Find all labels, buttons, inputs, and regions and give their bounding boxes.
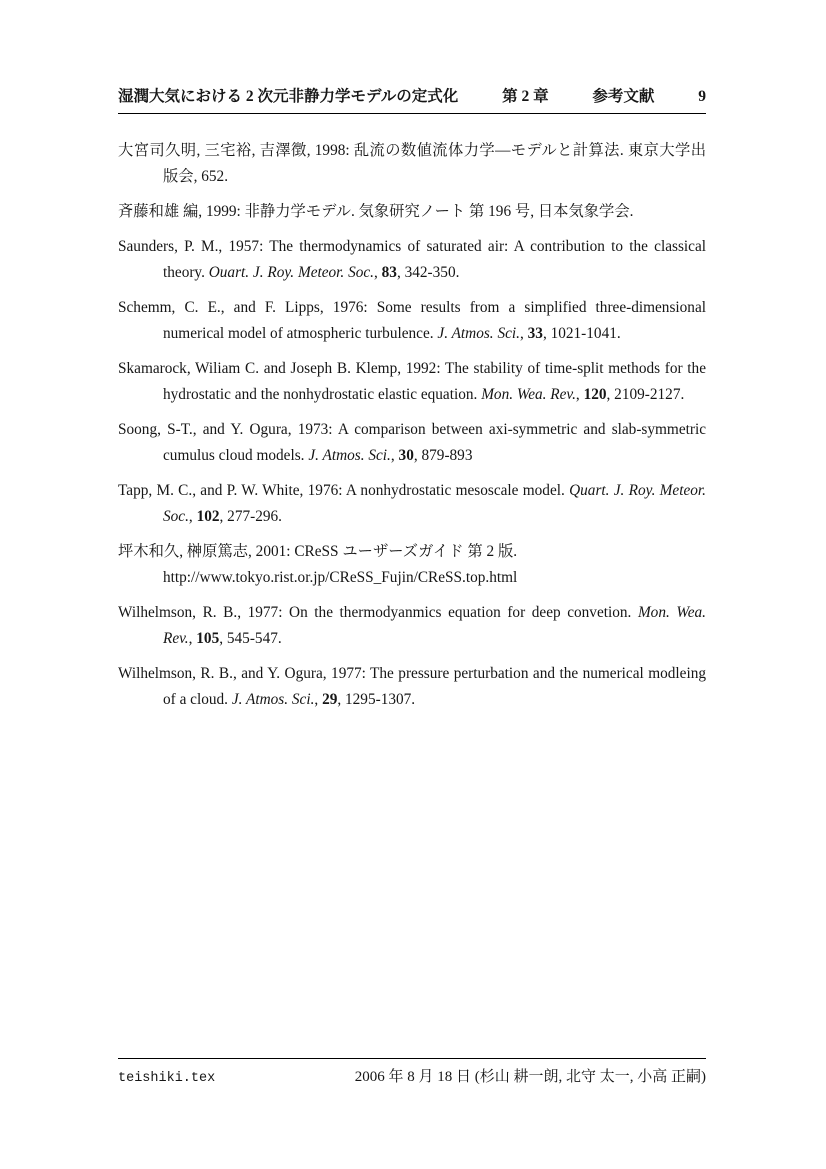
reference-entry [118,356,706,408]
url-text: http://www.tokyo.rist.or.jp/CReSS_Fujin/CReSS.top.html [163,569,518,586]
reference-segment: , 1021-1041. [542,325,621,342]
reference-entry [118,295,706,347]
reference-segment: Mon. Wea. Rev. [163,604,706,647]
reference-segment: Saunders, P. M., 1957: The thermodynamics of saturated air: A contribution to the classical theory. [118,238,706,281]
reference-segment: 坪木和久, 榊原篤志, 2001: CReSS ユーザーズガイド 第 2 版. [118,543,518,560]
source-filename: teishiki.tex [118,1071,216,1086]
reference-entry [118,661,706,713]
reference-segment: 33 [527,325,543,342]
reference-segment: , 342-350. [396,264,460,281]
reference-segment: , 2109-2127. [606,386,685,403]
reference-entry [118,199,706,225]
reference-segment: 29 [322,691,338,708]
page-number: 9 [698,88,706,105]
reference-segment: , [519,325,528,342]
reference-segment: 102 [196,508,220,525]
reference-segment: , 879-893 [413,447,473,464]
reference-segment: Ouart. J. Roy. Meteor. Soc. [208,264,374,281]
reference-segment: J. Atmos. Sci. [437,325,520,342]
reference-segment: Quart. J. Roy. Meteor. Soc. [163,482,706,525]
running-header [118,84,706,114]
reference-segment: Wilhelmson, R. B., and Y. Ogura, 1977: The pressure perturbation and the numerical modleing of a cloud. [118,665,706,708]
reference-entry [118,138,706,190]
running-footer [118,1058,706,1086]
reference-segment: , [390,447,399,464]
reference-segment: Skamarock, Wiliam C. and Joseph B. Klemp, 1992: The stability of time-split methods for the hydrostatic and the nonhydrostatic elastic equation. [118,360,706,403]
reference-segment: Mon. Wea. Rev. [481,386,576,403]
chapter-label: 第 2 章 [502,88,549,105]
reference-entry [118,478,706,530]
reference-entry [118,600,706,652]
reference-segment: , [374,264,382,281]
reference-segment: 120 [583,386,607,403]
reference-segment: 83 [381,264,397,281]
reference-entry [118,417,706,469]
reference-segment: , 277-296. [219,508,282,525]
reference-segment: , 1295-1307. [337,691,416,708]
reference-entry [118,539,706,591]
reference-segment: Tapp, M. C., and P. W. White, 1976: A nonhydrostatic mesoscale model. [118,482,570,499]
reference-segment: , [188,508,197,525]
reference-segment: 30 [398,447,414,464]
reference-list [118,138,706,722]
reference-segment: J. Atmos. Sci. [308,447,391,464]
reference-segment: J. Atmos. Sci. [231,691,315,708]
reference-segment: 大宮司久明, 三宅裕, 吉澤徴, 1998: 乱流の数値流体力学—モデルと計算法. 東京大学出版会, 652. [118,142,706,185]
reference-segment: , [314,691,323,708]
reference-segment: , 545-547. [219,630,282,647]
reference-segment: Schemm, C. E., and F. Lipps, 1976: Some results from a simplified three-dimensional numerical model of atmospheric turbulence. [118,299,706,342]
reference-segment: 105 [196,630,220,647]
thesis-title: 湿潤大気における 2 次元非静力学モデルの定式化 [118,88,459,105]
reference-segment: , [575,386,584,403]
reference-segment: Wilhelmson, R. B., 1977: On the thermodyanmics equation for deep convetion. [118,604,638,621]
reference-entry [118,234,706,286]
date-authors: 2006 年 8 月 18 日 (杉山 耕一朗, 北守 太一, 小高 正嗣) [354,1069,706,1085]
reference-segment: Soong, S-T., and Y. Ogura, 1973: A comparison between axi-symmetric and slab-symmetric cumulus cloud models. [118,421,706,464]
reference-segment: , [188,630,197,647]
section-label: 参考文献 [592,88,655,105]
reference-segment: 斉藤和雄 編, 1999: 非静力学モデル. 気象研究ノート 第 196 号, 日本気象学会. [118,203,634,220]
